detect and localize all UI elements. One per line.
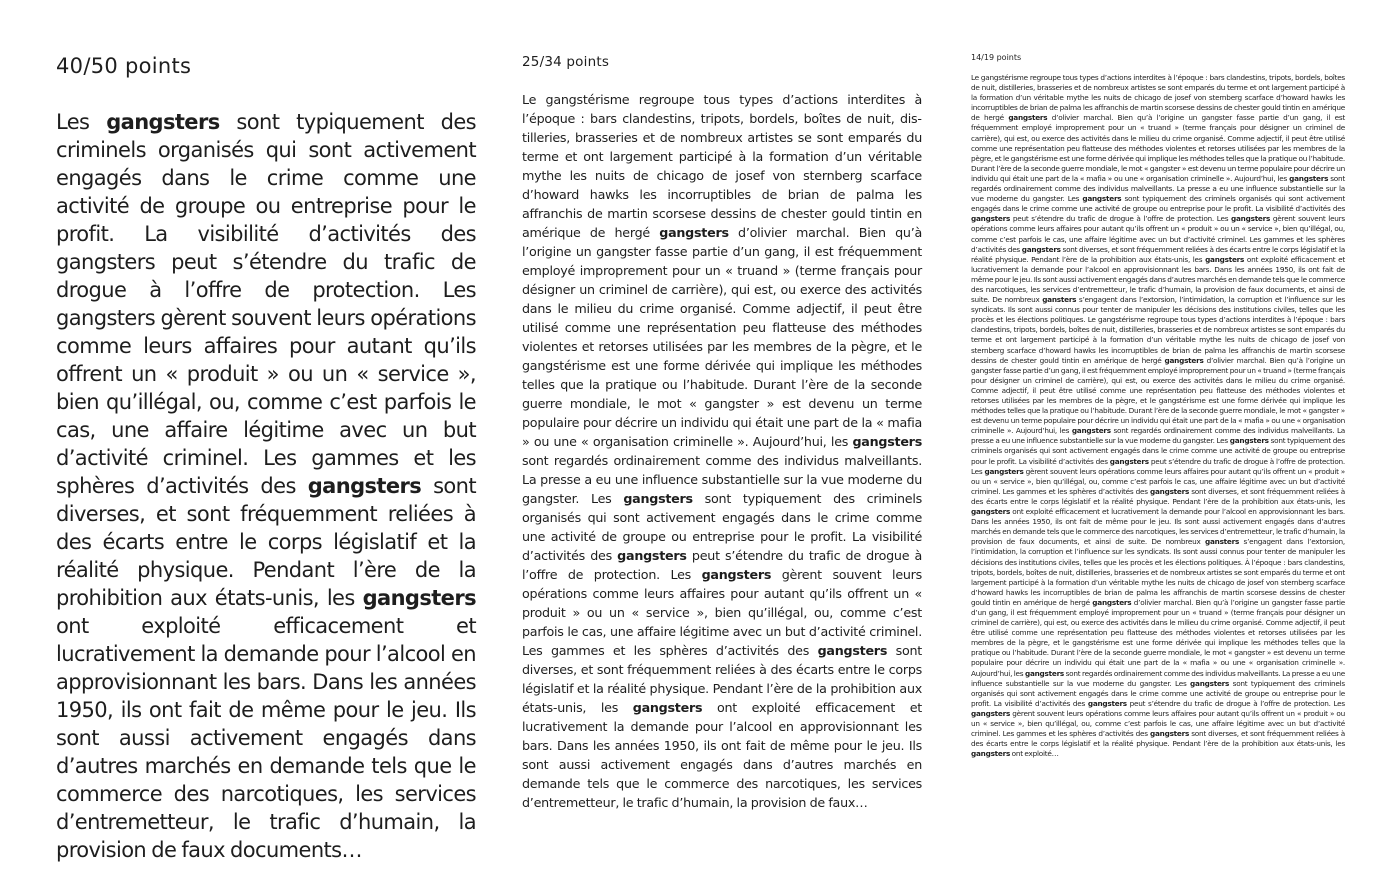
text-run: Le gangstérisme regroupe tous types d’actions interdites à l’époque : bars clandestins, tripots, bordels, boîtes de nuit, distilleries, brasseries et de nombreux artistes se sont emparés du terme et ont largement participé à la formation d’un véritable mythe les nuits de chicago de josef von sternberg scarface d’howard hawks les incorruptibles de brian de palma les affranchis de martin scorsese dessins de chester gould tintin en amérique de hergé: [971, 73, 1345, 123]
size-label: 25/34 points: [522, 54, 610, 70]
emphasized-term: gangsters: [1092, 597, 1132, 607]
emphasized-term: gangsters: [984, 466, 1024, 476]
emphasized-term: gangsters: [1109, 456, 1149, 466]
emphasized-term: gangsters: [1289, 173, 1329, 183]
text-run: ont exploité efficacement et lucrativement la demande pour l’alcool en approvisionnant les bars. Dans les années 1950, ils ont fait de même pour le jeu. Ils sont aussi activement engagés dans d’autres marchés en demande tels que le commerce des narcotiques, les services d’entremetteur, le trafic d’humain, la provision de faux documents, et ainsi de suite. De nombreux: [971, 507, 1345, 547]
size-label: 14/19 points: [971, 53, 1022, 62]
text-run: s’engagent dans l’extorsion, l’intimidation, la corruption et l’influence sur les syndicats. Ils sont aussi connus pour tenter de manipuler les décisions des institutions civiles, telles que les procès et les élections politiques. Le gangstérisme regroupe tous types d’actions interdites à l’époque : bars clandestins, tripots, bordels, boîtes de nuit, distilleries, brasseries et de nombreux artistes se sont emparés du terme et ont largement participé à la formation d’un véritable mythe les nuits de chicago de josef von sternberg scarface d’howard hawks les incorruptibles de brian de palma les affranchis de martin scorsese dessins de chester gould tintin en amérique de hergé: [971, 295, 1345, 365]
text-run: sont diverses, et sont fréquemment reliées à des écarts entre le corps législatif et la réalité physique. Pendant l’ère de la prohibition aux états-unis, les: [522, 643, 922, 715]
emphasized-term: gangsters: [1231, 214, 1271, 224]
emphasized-term: gangsters: [1205, 254, 1245, 264]
specimen-paragraph: [971, 73, 1345, 759]
emphasized-term: gangsters: [817, 643, 888, 658]
text-run: peut s’étendre du trafic de drogue à l’offre de protection. Les: [1126, 698, 1345, 708]
emphasized-term: gangsters: [632, 700, 703, 715]
emphasized-term: gangsters: [701, 567, 772, 582]
emphasized-term: gangsters: [1071, 426, 1111, 436]
text-run: ont exploité efficacement et lucrativement la demande pour l’alcool en approvisionnant les bars. Dans les années 1950, ils ont fait de même pour le jeu. Ils sont aussi activement engagés dans d’autres marchés en demande tels que le commerce des narcotiques, les services d’entremetteur, le trafic d’humain, la provision de faux…: [522, 700, 922, 810]
text-run: Le gangstérisme regroupe tous types d’actions interdites à l’époque : bars clandestins, tripots, bordels, boîtes de nuit, distilleries, brasseries et de nombreux artistes se sont emparés du terme et ont largement participé à la formation d’un véritable mythe les nuits de chicago de josef von sternberg scarface d’howard hawks les incorruptibles de brian de palma les affranchis de martin scorsese dessins de chester gould tintin en amérique de hergé: [522, 92, 922, 240]
text-run: sont regardés ordinairement comme des individus malveillants. La presse a eu une influence substantielle sur la vue moderne du gangster. Les: [971, 668, 1346, 688]
text-run: ont exploité efficacement et lucrativement la demande pour l’alcool en approvisionnant les bars. Dans les années 1950, ils ont fait de même pour le jeu. Ils sont aussi activement engagés dans d’autres marchés en demande tels que le commerce des narcotiques, les services d’entremetteur, le trafic d’humain, la provision de faux documents…: [56, 614, 476, 862]
emphasized-term: gangsters: [852, 434, 922, 449]
text-run: d’olivier marchal. Bien qu’à l’origine un gangster fasse partie d’un gang, il est fréquemment employé improprement pour un « truand » (terme français pour désigner un criminel de carrière), qui est, ou exerce des activités dans le milieu du crime organisé. Comme adjectif, il peut être utilisé comme une représentation peu flatteuse des méthodes violentes et retorses utilisées par les membres de la pègre, et le gangstérisme est une forme dérivée qui implique les méthodes telles que la pratique ou l’habitude. Durant l’ère de la seconde guerre mondiale, le mot « gangster » est devenu un terme populaire pour décrire un individu qui était une part de la « mafia » ou une « organisation criminelle ». Aujourd’hui, les: [971, 597, 1345, 678]
text-run: sont typiquement des criminels organisés qui sont activement engagés dans le crime comme une activité de groupe ou entreprise pour le profit. La visibilité d’activités des: [971, 678, 1345, 708]
emphasized-term: gangsters: [1229, 436, 1269, 446]
text-run: gèrent souvent leurs opérations comme leurs affaires pour autant qu’ils offrent un « produit » ou un « service », bien qu’illégal, ou, comme c’est parfois le cas, une affaire légitime avec un but d’activité criminel. Les gammes et les sphères d’activités des: [971, 214, 1345, 254]
emphasized-term: gansters: [1205, 537, 1240, 547]
text-run: Les: [56, 110, 107, 134]
text-run: gèrent souvent leurs opérations comme leurs affaires pour autant qu’ils offrent un « produit » ou un « service », bien qu’illégal, ou, comme c’est parfois le cas, une affaire légitime avec un but d’activité criminel. Les gammes et les sphères d’activités des: [971, 466, 1345, 496]
emphasized-term: gangsters: [659, 225, 729, 240]
text-run: sont regardés ordinairement comme des individus malveillants. La presse a eu une influence substantielle sur la vue moderne du gangster. Les: [971, 426, 1345, 446]
text-run: sont typiquement des criminels organisés qui sont activement engagés dans le crime comme une activité de groupe ou entreprise pour le profit. La visibilité d’activités des: [522, 491, 922, 563]
emphasized-term: gangsters: [1082, 194, 1122, 204]
emphasized-term: gangsters: [1150, 729, 1190, 739]
emphasized-term: gangsters: [1021, 244, 1061, 254]
text-run: peut s’étendre du trafic de drogue à l’offre de protection. Les: [971, 456, 1345, 476]
text-run: sont diverses, et sont fréquemment reliées à des écarts entre le corps législatif et la réalité physique. Pendant l’ère de la prohibition aux états-unis, les: [971, 729, 1345, 749]
text-run: d’olivier marchal. Bien qu’à l’origine un gangster fasse partie d’un gang, il est fréquemment employé improprement pour un « truand » (terme français pour désigner un criminel de carrière), qui est, ou exerce des activités dans le milieu du crime organisé. Comme adjectif, il peut être utilisé comme une représentation peu flatteuse des méthodes violentes et retorses utilisées par les membres de la pègre, et le gangstérisme est une forme dérivée qui implique les méthodes telles que la pratique ou l’habitude. Durant l’ère de la seconde guerre mondiale, le mot « gangster » est devenu un terme populaire pour décrire un individu qui était une part de la « mafia » ou une « organisation criminelle ». Aujourd’hui, les: [971, 113, 1345, 183]
text-run: gèrent souvent leurs opérations comme leurs affaires pour autant qu’ils offrent un « produit » ou un « service », bien qu’illégal, ou, comme c’est parfois le cas, une affaire légitime avec un but d’activité criminel. Les gammes et les sphères d’activités des: [522, 567, 922, 658]
emphasized-term: gangsters: [1164, 355, 1204, 365]
text-run: sont typiquement des criminels organisés qui sont activement engagés dans le crime comme une activité de groupe ou entreprise pour le profit. La visibilité d’activités des gangsters peut s’étendre du trafic de drogue à l’offre de protection. Les gangsters gèrent souvent leurs opérations comme leurs affaires pour autant qu’ils offrent un « produit » ou un « service », bien qu’illégal, ou, comme c’est parfois le cas, une affaire légitime avec un but d’activité criminel. Les gammes et les sphères d’activités des: [56, 110, 477, 498]
emphasized-term: gangsters: [617, 548, 687, 563]
size-label: 40/50 points: [56, 54, 192, 78]
emphasized-term: gangsters: [1190, 678, 1230, 688]
specimen-paragraph: [522, 90, 922, 812]
text-run: d’olivier marchal. Bien qu’à l’origine un gangster fasse partie d’un gang, il est fréquemment employé improprement pour un « truand » (terme français pour désigner un criminel de carrière), qui est, ou exerce des activités dans le milieu du crime organisé. Comme adjectif, il peut être utilisé comme une représentation peu flatteuse des méthodes violentes et retorses utilisées par les membres de la pègre, et le gangstérisme est une forme dérivée qui implique les méthodes telles que la pratique ou l’habitude. Durant l’ère de la seconde guerre mondiale, le mot « gangster » est devenu un terme populaire pour décrire un individu qui était une part de la « mafia » ou une « organisation criminelle ». Aujourd’hui, les: [971, 355, 1345, 436]
text-run: sont diverses, et sont fréquemment reliées à des écarts entre le corps législatif et la réalité physique. Pendant l’ère de la prohibition aux états-unis, les: [971, 486, 1345, 506]
text-run: sont regardés ordinairement comme des individus malveillants. La presse a eu une influence substantielle sur la vue moderne du gangster. Les: [971, 173, 1345, 204]
emphasized-term: gangsters: [1087, 698, 1127, 708]
text-run: peut s’étendre du trafic de drogue à l’offre de protection. Les: [522, 548, 922, 582]
emphasized-term: gangsters: [623, 491, 693, 506]
text-run: ont exploité efficacement et lucrativement la demande pour l’alcool en approvisionnant les bars. Dans les années 1950, ils ont fait de même pour le jeu. Ils sont aussi activement engagés dans d’autres marchés en demande tels que le commerce des narcotiques, les services d’entremetteur, le trafic d’humain, la provision de faux documents, et ainsi de suite. De nombreux: [971, 254, 1345, 305]
emphasized-term: gangsters: [1150, 486, 1190, 496]
emphasized-term: gangsters: [1008, 113, 1048, 123]
text-run: peut s’étendre du trafic de drogue à l’offre de protection. Les: [1010, 214, 1232, 224]
emphasized-term: gansters: [1042, 295, 1077, 305]
text-run: sont typiquement des criminels organisés qui sont activement engagés dans le crime comme une activité de groupe ou entreprise pour le profit. La visibilité d’activités des: [971, 194, 1346, 214]
emphasized-term: gangsters: [971, 507, 1011, 517]
text-run: gèrent souvent leurs opérations comme leurs affaires pour autant qu’ils offrent un « produit » ou un « service », bien qu’illégal, ou, comme c’est parfois le cas, une affaire légitime avec un but d’activité criminel. Les gammes et les sphères d’activités des: [971, 708, 1345, 739]
emphasized-term: gangsters: [1024, 668, 1065, 678]
text-run: sont typiquement des criminels organisés qui sont activement engagés dans le crime comme une activité de groupe ou entreprise pour le profit. La visibilité d’activités des: [971, 436, 1345, 466]
text-run: sont regardés ordinairement comme des individus malveillants. La presse a eu une influence substantielle sur la vue moderne du gangster. Les: [522, 453, 922, 506]
text-run: sont diverses, et sont fréquemment reliées à des écarts entre le corps législatif et la réalité physique. Pendant l’ère de la prohibition aux états-unis, les: [56, 474, 477, 610]
emphasized-term: gangsters: [362, 586, 476, 610]
emphasized-term: gangsters: [971, 749, 1011, 759]
emphasized-term: gangsters: [971, 214, 1011, 224]
text-run: d’olivier marchal. Bien qu’à l’origine un gangster fasse partie d’un gang, il est fréquemment employé improprement pour un « truand » (terme français pour désigner un criminel de carrière), qui est, ou exerce des activités dans le milieu du crime organisé. Comme adjectif, il peut être utilisé comme une représentation peu flatteuse des méthodes violentes et retorses utilisées par les membres de la pègre, et le gangstérisme est une forme dérivée qui implique les méthodes telles que la pratique ou l’habitude. Durant l’ère de la seconde guerre mondiale, le mot « gangster » est devenu un terme populaire pour décrire un individu qui était une part de la « mafia » ou une « organisation criminelle ». Aujourd’hui, les: [522, 225, 922, 449]
text-run: sont diverses, et sont fréquemment reliées à des écarts entre le corps législatif et la réalité physique. Pendant l’ère de la prohibition aux états-unis, les: [971, 244, 1345, 264]
emphasized-term: gangsters: [106, 110, 220, 134]
emphasized-term: gangsters: [307, 474, 422, 498]
specimen-paragraph: [56, 108, 476, 864]
emphasized-term: gangsters: [971, 708, 1011, 718]
text-run: s’engagent dans l’extorsion, l’intimidation, la corruption et l’influence sur les syndicats. Ils sont aussi connus pour tenter de manipuler les décisions des institutions civiles, telles que les procès et les élections politiques. À l’époque : bars clandestins, tripots, bordels, boîtes de nuit, distilleries, brasseries et de nombreux artistes se sont emparés du terme et ont largement participé à la formation d’un véritable mythe les nuits de chicago de josef von sternberg scarface d’howard hawks les incorruptibles de brian de palma les affranchis de martin scorsese dessins de chester gould tintin en amérique de hergé: [971, 537, 1345, 607]
text-run: ont exploité…: [1010, 749, 1059, 759]
